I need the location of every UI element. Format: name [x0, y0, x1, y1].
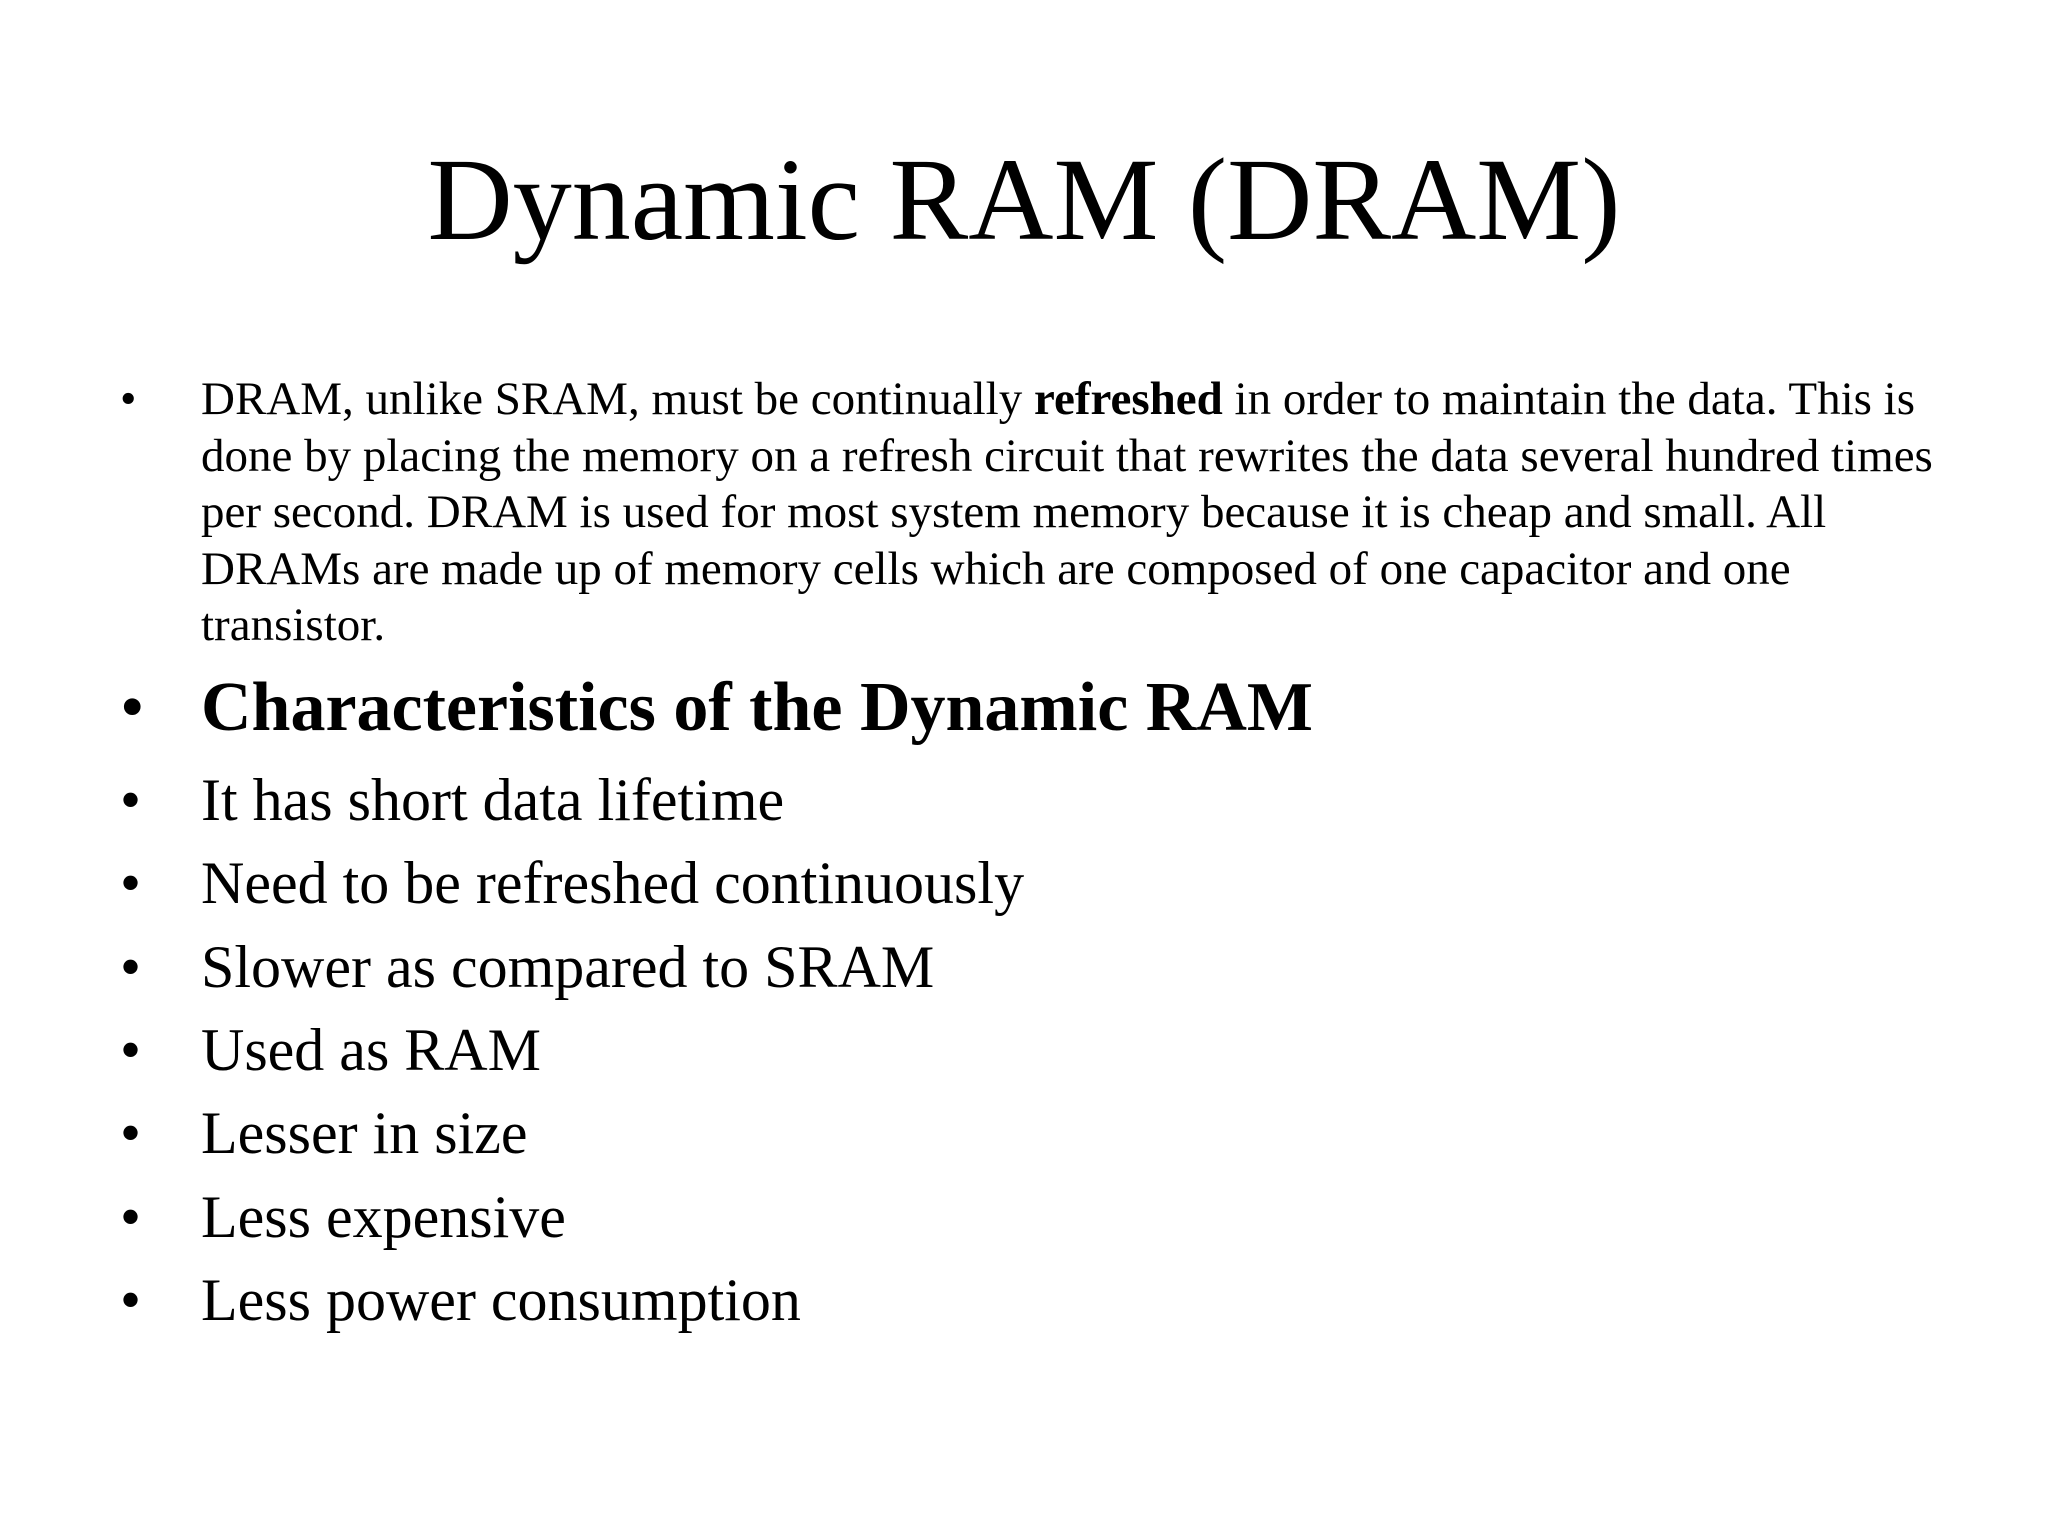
bullet-marker: •: [120, 1017, 142, 1083]
intro-text-after: in order to maintain the data. This is done by placing the memory on a refresh circuit that rewrites the data several hundred times per second. DRAM is used for most system memory because it is cheap and small. All DRAMs are made up of memory cells which are composed of one capacitor and one transistor.: [201, 373, 1933, 651]
intro-text-before: DRAM, unlike SRAM, must be continually: [201, 373, 1034, 425]
bullet-marker: •: [120, 373, 137, 425]
characteristic-text: Lesser in size: [201, 1100, 528, 1166]
characteristic-text: Slower as compared to SRAM: [201, 934, 935, 1000]
bullet-marker: •: [120, 1100, 142, 1166]
bullet-marker: •: [120, 934, 142, 1000]
bullet-marker: •: [120, 669, 145, 746]
characteristic-text: Less power consumption: [201, 1267, 801, 1333]
characteristic-text: Need to be refreshed continuously: [201, 850, 1025, 916]
bullet-marker: •: [120, 1267, 142, 1333]
slide-title: Dynamic RAM (DRAM): [427, 134, 1621, 265]
bullet-marker: •: [120, 767, 142, 833]
bullet-marker: •: [120, 850, 142, 916]
characteristic-text: Used as RAM: [201, 1017, 541, 1083]
characteristic-text: It has short data lifetime: [201, 767, 785, 833]
characteristic-text: Less expensive: [201, 1184, 566, 1250]
intro-text-emphasis: refreshed: [1033, 373, 1223, 425]
intro-text: [201, 371, 1970, 654]
bullet-marker: •: [120, 1184, 142, 1250]
characteristics-heading: Characteristics of the Dynamic RAM: [201, 669, 1313, 746]
